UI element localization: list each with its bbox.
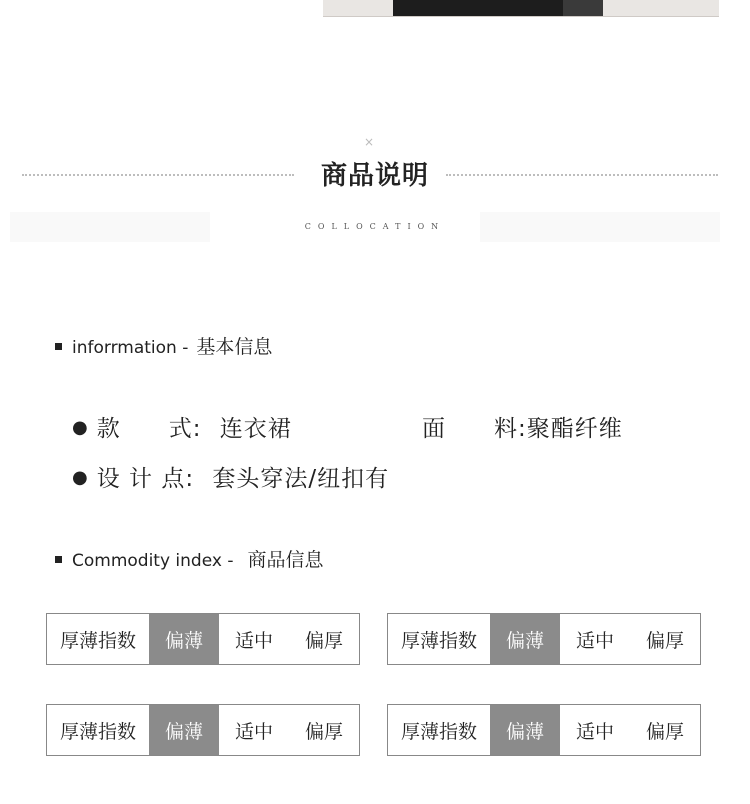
photo-dark-area — [393, 0, 563, 16]
gauge-option-medium: 适中 — [234, 720, 273, 743]
thickness-gauge — [46, 704, 360, 756]
faint-band — [480, 212, 720, 242]
gauge-label: 厚薄指数 — [400, 720, 477, 743]
gauge-label: 厚薄指数 — [59, 629, 136, 652]
basic-info-heading-en: inforrmation - — [72, 338, 189, 358]
gauge-option-thin: 偏薄 — [149, 614, 219, 664]
gauge-option-thick: 偏厚 — [645, 629, 684, 652]
basic-info-heading-cn: 基本信息 — [196, 336, 273, 358]
gauge-option-thick: 偏厚 — [304, 629, 343, 652]
decorative-cross-mark: × — [364, 135, 375, 149]
gauge-option-thick: 偏厚 — [304, 720, 343, 743]
gauge-option-medium: 适中 — [234, 629, 273, 652]
commodity-heading — [55, 545, 324, 572]
gauge-option-thin: 偏薄 — [149, 705, 219, 755]
gauge-label: 厚薄指数 — [59, 720, 136, 743]
commodity-heading-en: Commodity index - — [72, 551, 234, 571]
thickness-gauge — [387, 704, 701, 756]
dotted-divider-right — [446, 174, 718, 176]
design-label: 设 计 点: — [96, 466, 195, 492]
style-value: 连衣裙 — [219, 416, 292, 442]
photo-dark-area — [563, 0, 603, 16]
square-bullet-icon — [55, 343, 62, 350]
thickness-gauge — [46, 613, 360, 665]
fabric-label: 面 料: — [422, 416, 527, 442]
gauge-option-medium: 适中 — [575, 629, 614, 652]
faint-band — [10, 212, 210, 242]
design-row — [72, 460, 389, 493]
gauge-option-thick: 偏厚 — [645, 720, 684, 743]
dot-bullet-icon: ● — [72, 467, 89, 488]
dot-bullet-icon: ● — [72, 417, 89, 438]
gauge-option-medium: 适中 — [575, 720, 614, 743]
product-photo-bottom-edge — [323, 0, 719, 17]
basic-info-heading — [55, 332, 272, 359]
dotted-divider-left — [22, 174, 294, 176]
gauge-option-thin: 偏薄 — [490, 705, 560, 755]
thickness-gauge — [387, 613, 701, 665]
section-title: 商品说明 — [320, 161, 429, 191]
section-subtitle: COLLOCATION — [304, 222, 446, 231]
commodity-heading-cn: 商品信息 — [247, 549, 324, 571]
style-row — [72, 410, 292, 443]
gauge-label: 厚薄指数 — [400, 629, 477, 652]
style-label: 款 式: — [96, 416, 202, 442]
fabric-value: 聚酯纤维 — [526, 416, 623, 442]
design-value: 套头穿法/纽扣有 — [212, 466, 390, 492]
gauge-option-thin: 偏薄 — [490, 614, 560, 664]
square-bullet-icon — [55, 556, 62, 563]
fabric-row — [422, 410, 623, 443]
